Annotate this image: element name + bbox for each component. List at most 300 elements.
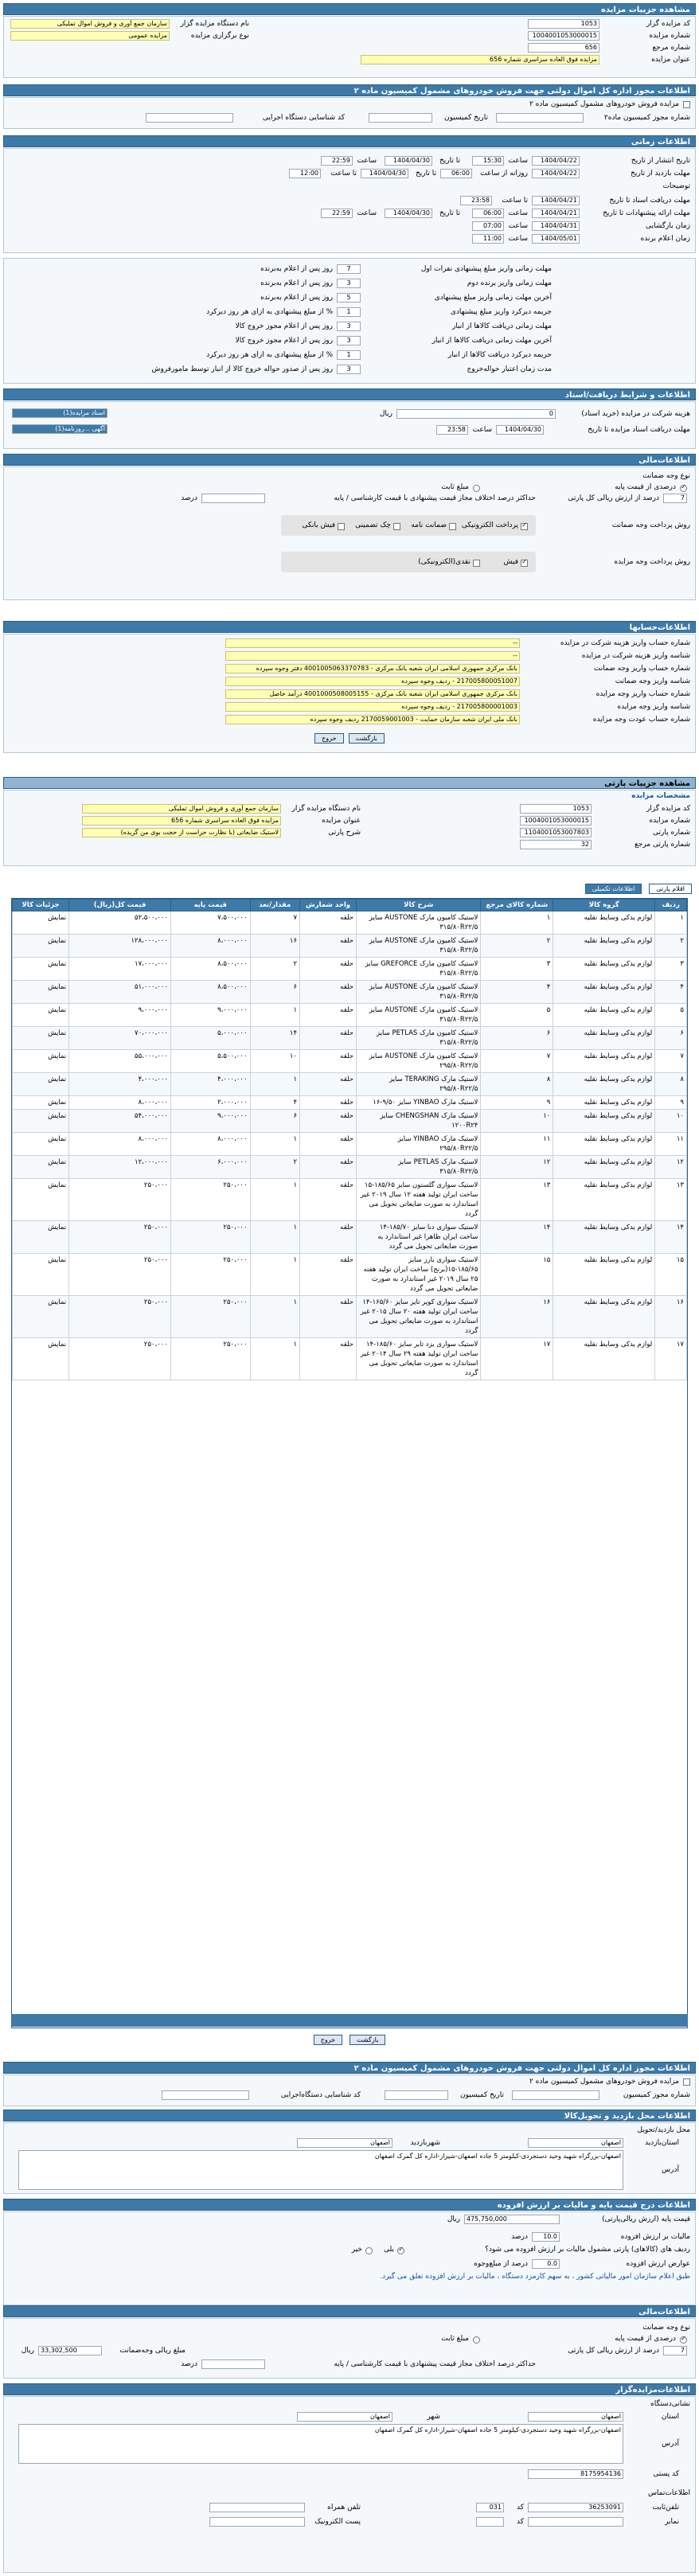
offer2-time[interactable]: 22:59 <box>321 209 353 218</box>
table-cell: ۵ <box>655 1004 687 1027</box>
table-cell: ۸،۰۰۰،۰۰۰ <box>171 935 250 958</box>
p-org-field[interactable]: سازمان جمع آوری و فروش اموال تملیکی <box>82 804 281 814</box>
pay-opt-check[interactable] <box>393 523 400 530</box>
col-header[interactable]: گروه کالا <box>553 900 655 911</box>
deadline-value[interactable]: 1 <box>337 307 361 317</box>
table-cell: لوازم یدکی وسایط نقلیه <box>553 1050 655 1073</box>
table-cell: ۵،۰۰۰،۰۰۰ <box>171 1027 250 1050</box>
table-cell: ۴ <box>481 981 553 1004</box>
table-cell: ۹ <box>655 1096 687 1110</box>
deadline-unit: روز پس از صدور حواله خروج کالا از انبار توسط مامورفروش <box>151 365 333 373</box>
gtype-value: درصدی از قیمت پایه <box>615 483 676 491</box>
items-table <box>12 899 687 1380</box>
accounts-actions <box>4 733 695 744</box>
table-cell: ۱۱ <box>655 1133 687 1156</box>
table-cell: لاستیک سواری بارز سایز ۱۸۵/۶۵-۱۵(برنج) ساخت ایران تولید هفته ۲۵ سال ۲۰۱۹ غیر استاندارد به صورت ضایعاتی تحویل می گردد <box>357 1254 481 1296</box>
table-cell: ۱ <box>250 1296 300 1338</box>
table-cell: ۶ <box>655 1027 687 1050</box>
table-cell: ۸،۰۰۰،۰۰۰ <box>69 1096 171 1110</box>
num-label: شماره مزایده <box>649 32 690 40</box>
tax-field[interactable]: 0.0 <box>532 2259 560 2269</box>
table-cell: ۷ <box>250 911 300 935</box>
fixed2-label: مبلغ ثابت <box>441 2335 469 2343</box>
org-label: نام دستگاه مزایده گزار <box>180 20 249 28</box>
details-link[interactable]: نمایش <box>13 1338 69 1380</box>
table-cell: لوازم یدکی وسایط نقلیه <box>553 1110 655 1133</box>
offer2-date[interactable]: 1404/04/30 <box>385 209 432 218</box>
docs-panel <box>3 401 696 449</box>
table-cell: ۱ <box>250 1221 300 1254</box>
table-cell: ۱۳ <box>655 1179 687 1221</box>
account-value[interactable]: بانک مرکزی جمهوری اسلامی ایران شعبه بانک مرکزی - 4001005063370783 دفتر وجوه سپرده <box>225 664 520 673</box>
hour-label: ساعت <box>508 209 528 217</box>
table-cell: لوازم یدکی وسایط نقلیه <box>553 1133 655 1156</box>
table-cell: ۴ <box>250 1096 300 1110</box>
table-cell: ۶ <box>250 1110 300 1133</box>
table-cell: لوازم یدکی وسایط نقلیه <box>553 958 655 981</box>
table-cell: لاستیک سواری کویر تایر سایز ۱۶۵/۶۰-۱۴ ساخت ایران تولید هفته ۲۰ سال ۲۰۱۵ غیر استاندارد به صورت ضایعاتی تحویل می گردد <box>357 1296 481 1338</box>
daily-label: روزانه از ساعت <box>480 170 528 178</box>
max2-field[interactable] <box>201 2359 265 2369</box>
table-cell: لوازم یدکی وسایط نقلیه <box>553 1073 655 1096</box>
type-field[interactable]: مزایده عمومی <box>10 31 170 41</box>
pay-opt-guarantee[interactable] <box>449 523 456 530</box>
table-cell: ۱۴ <box>655 1221 687 1254</box>
perm2-id-field[interactable] <box>162 2090 249 2100</box>
fee-field[interactable]: 0 <box>396 409 556 419</box>
table-row <box>13 1179 687 1221</box>
visit-from-date[interactable]: 1404/04/22 <box>532 169 580 178</box>
pay2-opt-fish[interactable] <box>521 560 528 567</box>
vat-note: طبق اعلام سازمان امور مالیاتی کشور ، به سهم کارمزد دستگاه ، مالیات بر ارزش افزوده تعلق می گیرد. <box>380 2273 690 2281</box>
deadline-value[interactable]: 7 <box>337 264 361 274</box>
vat-field[interactable]: 10.0 <box>532 2232 560 2242</box>
fixed-radio[interactable] <box>473 485 480 492</box>
col-header[interactable]: ردیف <box>655 900 687 911</box>
perm2-date-label: تاریخ کمیسیون <box>460 2091 504 2099</box>
deadline-label: مهلت زمانی واریز برنده دوم <box>467 279 552 287</box>
win-label: زمان اعلام برنده <box>640 235 690 243</box>
details-link[interactable]: نمایش <box>13 1221 69 1254</box>
tax-header: اطلاعات درج قیمت پایه و مالیات بر ارزش افزوده <box>3 2199 696 2211</box>
table-cell: لاستیک کامیون مارک PETLAS سایز ۳۱۵/۸۰R۲۲/۵ <box>357 1027 481 1050</box>
recv-time[interactable]: 23:58 <box>436 425 468 435</box>
timing-header: اطلاعات زمانی <box>3 135 696 147</box>
accounts-panel <box>3 634 696 753</box>
table-cell: لاستیک کامیون مارک AUSTONE سایز ۳۱۵/۸۰R۲۲/۵ <box>357 1004 481 1027</box>
open-date[interactable]: 1404/04/31 <box>532 221 580 231</box>
table-cell: ۱۳ <box>481 1179 553 1221</box>
table-cell: ۳ <box>481 958 553 981</box>
account-value[interactable]: بانک ملی ایران شعبه سازمان حمایت - 2170059001003 ردیف وجوه سپرده <box>225 715 520 724</box>
table-cell: لاستیک مارک YINBAO سایز ۲۹۵/۸۰R۲۲/۵ <box>357 1133 481 1156</box>
org-addr-field[interactable]: اصفهان-بزرگراه شهید وحید دستجردی-کیلومتر 5 جاده اصفهان-شیراز-اداره کل گمرک اصفهان <box>18 2424 623 2464</box>
base-field[interactable]: 475,750,000 <box>464 2215 560 2224</box>
deadline-unit: روز پس از اعلام به‌برنده <box>260 294 333 302</box>
vat-no-radio[interactable] <box>365 2247 373 2254</box>
permit2-header: اطلاعات مجوز اداره کل اموال دولتی جهت فروش خودروهای مشمول کمیسیون ماده ۲ <box>3 2062 696 2074</box>
mob-field[interactable] <box>209 2503 305 2512</box>
table-cell: ۲ <box>250 958 300 981</box>
table-cell: ۵۱،۰۰۰،۰۰۰ <box>69 981 171 1004</box>
to-date-label: تا تاریخ <box>439 157 460 165</box>
table-cell: ۱ <box>250 1133 300 1156</box>
table-row <box>13 1004 687 1027</box>
p-pref-label: شماره پارتی مرجع <box>634 841 690 849</box>
details-link[interactable]: نمایش <box>13 1027 69 1050</box>
type-label: نوع برگزاری مزایده <box>190 32 249 40</box>
table-cell: لاستیک کامیون مارک AUSTONE سایز ۳۱۵/۸۰R۲۲/۵ <box>357 981 481 1004</box>
rial-label: ریال <box>379 410 392 418</box>
org-prov-field[interactable]: اصفهان <box>528 2412 623 2422</box>
col-header[interactable]: مقدار/تعد <box>250 900 300 911</box>
pct-radio[interactable] <box>680 485 687 492</box>
table-cell: حلقه <box>300 1004 357 1027</box>
table-actions <box>0 2035 699 2045</box>
details-link[interactable]: نمایش <box>13 1050 69 1073</box>
table-cell: لاستیک مارک PETLAS سایز ۳۱۵/۸۰R۲۲/۵ <box>357 1156 481 1179</box>
col-header[interactable]: قیمت پایه <box>171 900 250 911</box>
p-pdesc-field[interactable]: لاستیک ضایعاتی (با نظارت حراست از حجت بوی من گزیده) <box>82 828 281 837</box>
deadline-value[interactable]: 3 <box>337 322 361 331</box>
back-button[interactable]: بازگشت <box>349 733 385 744</box>
items-table-wrap <box>11 898 688 2028</box>
table-cell: حلقه <box>300 1073 357 1096</box>
permit-q-label: مزایده فروش خودروهای مشمول کمیسیون ماده ۲ <box>529 100 679 108</box>
ref-field[interactable]: 656 <box>528 43 599 53</box>
details-link[interactable]: نمایش <box>13 1296 69 1338</box>
table-cell: ۱۶ <box>481 1296 553 1338</box>
visit-addr-field[interactable]: اصفهان-بزرگراه شهید وحید دستجردی-کیلومتر 5 جاده اصفهان-شیراز-اداره کل گمرک اصفهان <box>18 2150 623 2190</box>
col-header[interactable]: واحد شمارش <box>300 900 357 911</box>
deadline-unit: % از مبلغ پیشنهادی به ازای هر روز دیرکرد <box>206 308 333 316</box>
visit-prov-label: استان‌بازدید <box>645 2139 679 2147</box>
pay2-opt-label: فیش <box>503 558 518 566</box>
table-cell: ۹،۰۰۰،۰۰۰ <box>171 1004 250 1027</box>
org-city-field[interactable]: اصفهان <box>297 2412 392 2422</box>
financial-panel <box>3 466 696 600</box>
permit2-q-label: مزایده فروش خودروهای مشمول کمیسیون ماده ۲ <box>529 2078 679 2086</box>
table-cell: لوازم یدکی وسایط نقلیه <box>553 1221 655 1254</box>
details-link[interactable]: نمایش <box>13 1110 69 1133</box>
fax-field[interactable] <box>528 2517 623 2527</box>
table-row <box>13 1338 687 1380</box>
table-cell: ۱۴ <box>250 1027 300 1050</box>
subj-field[interactable]: مزایده فوق العاده سراسری شماره 656 <box>361 55 599 64</box>
pay2-label: روش پرداخت وجه مزایده <box>614 558 690 566</box>
win-time[interactable]: 11:00 <box>472 234 504 244</box>
financial2-panel <box>3 2318 696 2379</box>
table-cell: ۲۵۰،۰۰۰ <box>171 1179 250 1221</box>
visit-to-date[interactable]: 1404/04/30 <box>361 169 408 178</box>
account-value[interactable]: 217005800001003 - ردیف وجوه سپرده <box>225 702 520 712</box>
table-cell: ۷ <box>481 1050 553 1073</box>
table-footer-bar <box>11 2014 688 2027</box>
table-cell: ۱۰ <box>481 1110 553 1133</box>
col-header[interactable]: قیمت کل(ریال) <box>69 900 171 911</box>
account-label: شناسه واریز وجه ضمانت <box>615 677 690 685</box>
table-cell: لاستیک کامیون مارک AUSTONE سایز ۲۹۵/۸۰R۲۲/۵ <box>357 1050 481 1073</box>
doc-label: مهلت دریافت اسناد تا تاریخ <box>609 197 690 205</box>
account-label: شماره حساب واریز هزینه شرکت در مزایده <box>560 639 690 647</box>
vat-pct-label: درصد <box>511 2233 528 2241</box>
details-link[interactable]: نمایش <box>13 1004 69 1027</box>
deadline-unit: روز پس از اعلام به‌برنده <box>260 265 333 273</box>
back-button[interactable]: بازگشت <box>350 2035 385 2045</box>
organizer-panel <box>3 2396 696 2573</box>
account-value[interactable]: بانک مرکزی جمهوری اسلامی ایران شعبه بانک مرکزی - 4001000508005155 درآمد حاصل <box>225 689 520 699</box>
details-link[interactable]: نمایش <box>13 1156 69 1179</box>
accounts-header: اطلاعات‌حسابها <box>3 621 696 633</box>
amt-field[interactable]: 33,302,500 <box>38 2346 102 2355</box>
hour-label: ساعت <box>357 157 377 165</box>
table-cell: ۲۵۰،۰۰۰ <box>69 1254 171 1296</box>
organizer-header: اطلاعات‌مزایده‌گزار <box>3 2383 696 2395</box>
permit-checkbox[interactable] <box>683 101 690 108</box>
party-tabs <box>583 884 694 896</box>
table-cell: ۲،۰۰۰،۰۰۰ <box>171 1096 250 1110</box>
p-pnum-field[interactable]: 1104001053007803 <box>520 828 592 837</box>
perm-date-field[interactable] <box>369 113 432 123</box>
p-code-field[interactable]: 1053 <box>520 804 592 814</box>
tel-code-label: کد <box>516 2504 524 2512</box>
pct2-desc-label: درصد از ارزش ریالی کل پارتی <box>568 2347 659 2355</box>
deadline-unit: روز پس از اعلام مجوز خروج کالا <box>235 322 333 330</box>
table-cell: حلقه <box>300 1133 357 1156</box>
tab-party-items[interactable]: اقلام پارتی <box>649 884 692 894</box>
perm-num-field[interactable] <box>496 113 584 123</box>
table-cell: لاستیک سواری دنا سایز ۱۸۵/۷۰-۱۴ ساخت ایران ظاهرا غیر استاندارد به صورت ضایعاتی تحویل می گردد <box>357 1221 481 1254</box>
doc-date[interactable]: 1404/04/21 <box>532 196 580 205</box>
to-date-label: تا تاریخ <box>415 170 436 178</box>
to-hour-label: تا ساعت <box>502 197 528 205</box>
fax-code-field[interactable] <box>476 2517 504 2527</box>
pay2-opt-cash[interactable] <box>473 560 480 567</box>
table-cell: ۱۵ <box>481 1254 553 1296</box>
table-cell: ۸،۵۰۰،۰۰۰ <box>171 981 250 1004</box>
table-row <box>13 981 687 1004</box>
p-code-label: کد مزایده گزار <box>646 805 690 813</box>
deadline-label: مهلت زمانی دریافت کالاها از انبار <box>451 322 552 330</box>
pub-from-time[interactable]: 15:30 <box>472 156 504 166</box>
table-cell: حلقه <box>300 1027 357 1050</box>
p-subj-label: عنوان مزایده <box>322 817 361 825</box>
table-cell: لوازم یدکی وسایط نقلیه <box>553 1179 655 1221</box>
win-date[interactable]: 1404/05/01 <box>532 234 580 244</box>
deadline-label: جریمه دیرکرد دریافت کالاها از انبار <box>447 351 552 359</box>
offer-time[interactable]: 06:00 <box>472 209 504 218</box>
visit-loc-label: محل بازدید/تحویل <box>637 2126 690 2134</box>
pay2-options-box <box>281 552 536 572</box>
table-cell: ۲۵۰،۰۰۰ <box>69 1338 171 1380</box>
table-cell: ۱۲ <box>655 1156 687 1179</box>
org-city-label: شهر <box>427 2413 440 2421</box>
table-cell: ۱ <box>481 911 553 935</box>
vat-q-label: ردیف های (کالاهای) پارتی مشمول مالیات بر ارزش افزوده می شود؟ <box>485 2246 690 2254</box>
offer-label: مهلت ارائه پیشنهادات تا تاریخ <box>603 209 690 217</box>
visit-city-field[interactable]: اصفهان <box>297 2138 392 2148</box>
perm2-date-field[interactable] <box>385 2090 448 2100</box>
details-link[interactable]: نمایش <box>13 911 69 935</box>
table-cell: ۱۲۸،۰۰۰،۰۰۰ <box>69 935 171 958</box>
table-cell: ۷،۵۰۰،۰۰۰ <box>171 911 250 935</box>
col-header[interactable]: جزئیات کالا <box>13 900 69 911</box>
deadline-value[interactable]: 5 <box>337 293 361 302</box>
col-header[interactable]: شرح کالا <box>357 900 481 911</box>
financial2-header: اطلاعات‌مالی <box>3 2305 696 2317</box>
table-cell: ۶،۰۰۰،۰۰۰ <box>171 1156 250 1179</box>
gtype-label: نوع وجه ضمانت <box>642 472 690 480</box>
pay-opt-fish[interactable] <box>338 523 345 530</box>
post-field[interactable]: 8175954136 <box>528 2469 623 2479</box>
pct3-label: درصد <box>181 2360 197 2368</box>
table-cell: ۵۲،۵۰۰،۰۰۰ <box>69 911 171 935</box>
details-link[interactable]: نمایش <box>13 935 69 958</box>
details-link[interactable]: نمایش <box>13 1096 69 1110</box>
visit-from-time[interactable]: 06:00 <box>440 169 472 178</box>
details-link[interactable]: نمایش <box>13 1073 69 1096</box>
fee-label: هزینه شرکت در مزایده (خرید اسناد) <box>581 410 690 418</box>
mail-label: پست الکترونیک <box>314 2518 361 2526</box>
hour-label: ساعت <box>508 222 528 230</box>
code-label: کد مزایده گزار <box>646 20 690 28</box>
table-cell: ۵،۵۰۰،۰۰۰ <box>171 1050 250 1073</box>
perm2-num-field[interactable] <box>512 2090 599 2100</box>
max-label: حداکثر درصد اختلاف مجاز قیمت پیشنهادی با قیمت کارشناسی / پایه <box>334 494 536 502</box>
pct-field[interactable]: 7 <box>663 494 687 503</box>
pay-opt-electronic[interactable] <box>521 523 528 530</box>
table-cell: ۱ <box>250 1073 300 1096</box>
fax-code-label: کد <box>516 2518 524 2526</box>
max-field[interactable] <box>201 494 265 503</box>
table-cell: ۷ <box>655 1050 687 1073</box>
deadline-value[interactable]: 1 <box>337 350 361 360</box>
table-cell: ۷۰،۰۰۰،۰۰۰ <box>69 1027 171 1050</box>
visit-to-time[interactable]: 12:00 <box>289 169 321 178</box>
table-cell: ۱۵ <box>655 1254 687 1296</box>
pay-opt-label: پرداخت الکترونیکی <box>461 521 518 529</box>
table-cell: ۱۷ <box>481 1338 553 1380</box>
deadline-value[interactable]: 3 <box>337 365 361 374</box>
table-cell: ۲۵۰،۰۰۰ <box>171 1221 250 1254</box>
table-row <box>13 1133 687 1156</box>
org-field[interactable]: سازمان جمع آوری و فروش اموال تملیکی <box>10 19 170 29</box>
table-row <box>13 1027 687 1050</box>
fax-label: نمابر <box>665 2518 679 2526</box>
table-cell: حلقه <box>300 1156 357 1179</box>
tel-field[interactable]: 36253091 <box>528 2503 623 2512</box>
table-cell: ۲۵۰،۰۰۰ <box>69 1179 171 1221</box>
account-value[interactable]: -- <box>225 638 520 648</box>
table-cell: ۲۵۰،۰۰۰ <box>69 1221 171 1254</box>
pub-to-time[interactable]: 22:59 <box>321 156 353 166</box>
pub-to-date[interactable]: 1404/04/30 <box>385 156 432 166</box>
account-value[interactable]: 217005800051007 - ردیف وجوه سپرده <box>225 677 520 686</box>
post-label: کد پستی <box>653 2470 679 2478</box>
table-cell: لاستیک کامیون مارک AUSTONE سایز ۳۱۵/۸۰R۲۲/۵ <box>357 911 481 935</box>
doc-time[interactable]: 23:58 <box>460 196 492 205</box>
p-pref-field[interactable]: 32 <box>520 840 592 849</box>
p-num-field[interactable]: 1004001053000015 <box>520 816 592 825</box>
vat-no-label: خیر <box>351 2246 362 2254</box>
vat-yes-radio[interactable] <box>397 2247 404 2254</box>
fixed2-radio[interactable] <box>473 2336 480 2344</box>
recv-date[interactable]: 1404/04/30 <box>496 425 544 435</box>
deadline-unit: روز پس از اعلام مجوز خروج کالا <box>235 337 333 345</box>
visit-prov-field[interactable]: اصفهان <box>528 2138 623 2148</box>
code-field[interactable]: 1053 <box>528 19 599 29</box>
details-link[interactable]: نمایش <box>13 1254 69 1296</box>
docs-button[interactable]: اسناد مزایده(1) <box>12 408 107 418</box>
pct2-radio[interactable] <box>680 2336 687 2344</box>
account-label: شماره حساب عودت وجه مزایده <box>592 716 690 724</box>
tel-label: تلفن‌ثابت <box>652 2504 679 2512</box>
table-cell: حلقه <box>300 958 357 981</box>
ad-button[interactable]: آگهی ...روزنامه(1) <box>12 424 107 434</box>
open-time[interactable]: 07:00 <box>472 221 504 231</box>
pct2-field[interactable]: 7 <box>663 2346 687 2355</box>
mail-field[interactable] <box>209 2517 305 2527</box>
p-subj-field[interactable]: مزایده فوق العاده سراسری شماره 656 <box>82 816 281 825</box>
perm-id-field[interactable] <box>146 113 233 123</box>
gtype2-label: نوع وجه ضمانت <box>642 2324 690 2332</box>
table-cell: حلقه <box>300 1179 357 1221</box>
account-value[interactable]: -- <box>225 651 520 661</box>
table-cell: ۱۶ <box>655 1296 687 1338</box>
p-pdesc-label: شرح پارتی <box>328 829 361 837</box>
col-header[interactable]: شماره کالای مرجع <box>481 900 553 911</box>
table-cell: ۸ <box>481 1073 553 1096</box>
party-subtitle: مشخصات مزایده <box>631 792 690 800</box>
deadline-unit: روز پس از اعلام به‌برنده <box>260 279 333 287</box>
auction-details-panel <box>3 16 696 78</box>
details-link[interactable]: نمایش <box>13 1133 69 1156</box>
pay2-opt-label: نقدی(الکترونیکی) <box>418 558 471 566</box>
exit-button[interactable]: خروج <box>314 2035 342 2045</box>
details-link[interactable]: نمایش <box>13 958 69 981</box>
pub-from-date[interactable]: 1404/04/22 <box>532 156 580 166</box>
table-cell: لوازم یدکی وسایط نقلیه <box>553 1027 655 1050</box>
details-link[interactable]: نمایش <box>13 1179 69 1221</box>
vat-yes-label: بلی <box>384 2246 394 2254</box>
num-field[interactable]: 1004001053000015 <box>528 31 599 41</box>
table-cell: ۵۵،۰۰۰،۰۰۰ <box>69 1050 171 1073</box>
permit2-checkbox[interactable] <box>683 2078 690 2086</box>
table-cell: ۶ <box>481 1027 553 1050</box>
table-cell: لوازم یدکی وسایط نقلیه <box>553 1296 655 1338</box>
table-cell: ۲ <box>250 1156 300 1179</box>
offer-date[interactable]: 1404/04/21 <box>532 209 580 218</box>
table-cell: ۲۵۰،۰۰۰ <box>171 1296 250 1338</box>
ref-label: شماره مرجع <box>652 44 690 52</box>
perm2-id-label: کد شناسایی دستگاه‌اجرایی <box>280 2091 361 2099</box>
org-addr-label: نشانی‌دستگاه <box>650 2400 690 2408</box>
party-header: مشاهده جزییات پارتی <box>3 777 696 789</box>
deadline-value[interactable]: 3 <box>337 336 361 345</box>
table-cell: ۱ <box>250 1338 300 1380</box>
deadline-value[interactable]: 3 <box>337 279 361 288</box>
details-link[interactable]: نمایش <box>13 981 69 1004</box>
tax-pct-label: درصد از مبلغ‌وجوه <box>474 2260 528 2268</box>
tel-code-field[interactable]: 031 <box>476 2503 504 2512</box>
table-cell: ۸،۵۰۰،۰۰۰ <box>171 958 250 981</box>
table-cell: ۹،۰۰۰،۰۰۰ <box>171 1110 250 1133</box>
table-cell: ۱۰ <box>250 1050 300 1073</box>
to-hour-label: تا ساعت <box>330 170 357 178</box>
tab-extra-info[interactable]: اطلاعات تکمیلی <box>585 884 642 894</box>
exit-button[interactable]: خروج <box>314 733 343 744</box>
perm2-num-label: شماره مجوز کمیسیون <box>623 2091 690 2099</box>
